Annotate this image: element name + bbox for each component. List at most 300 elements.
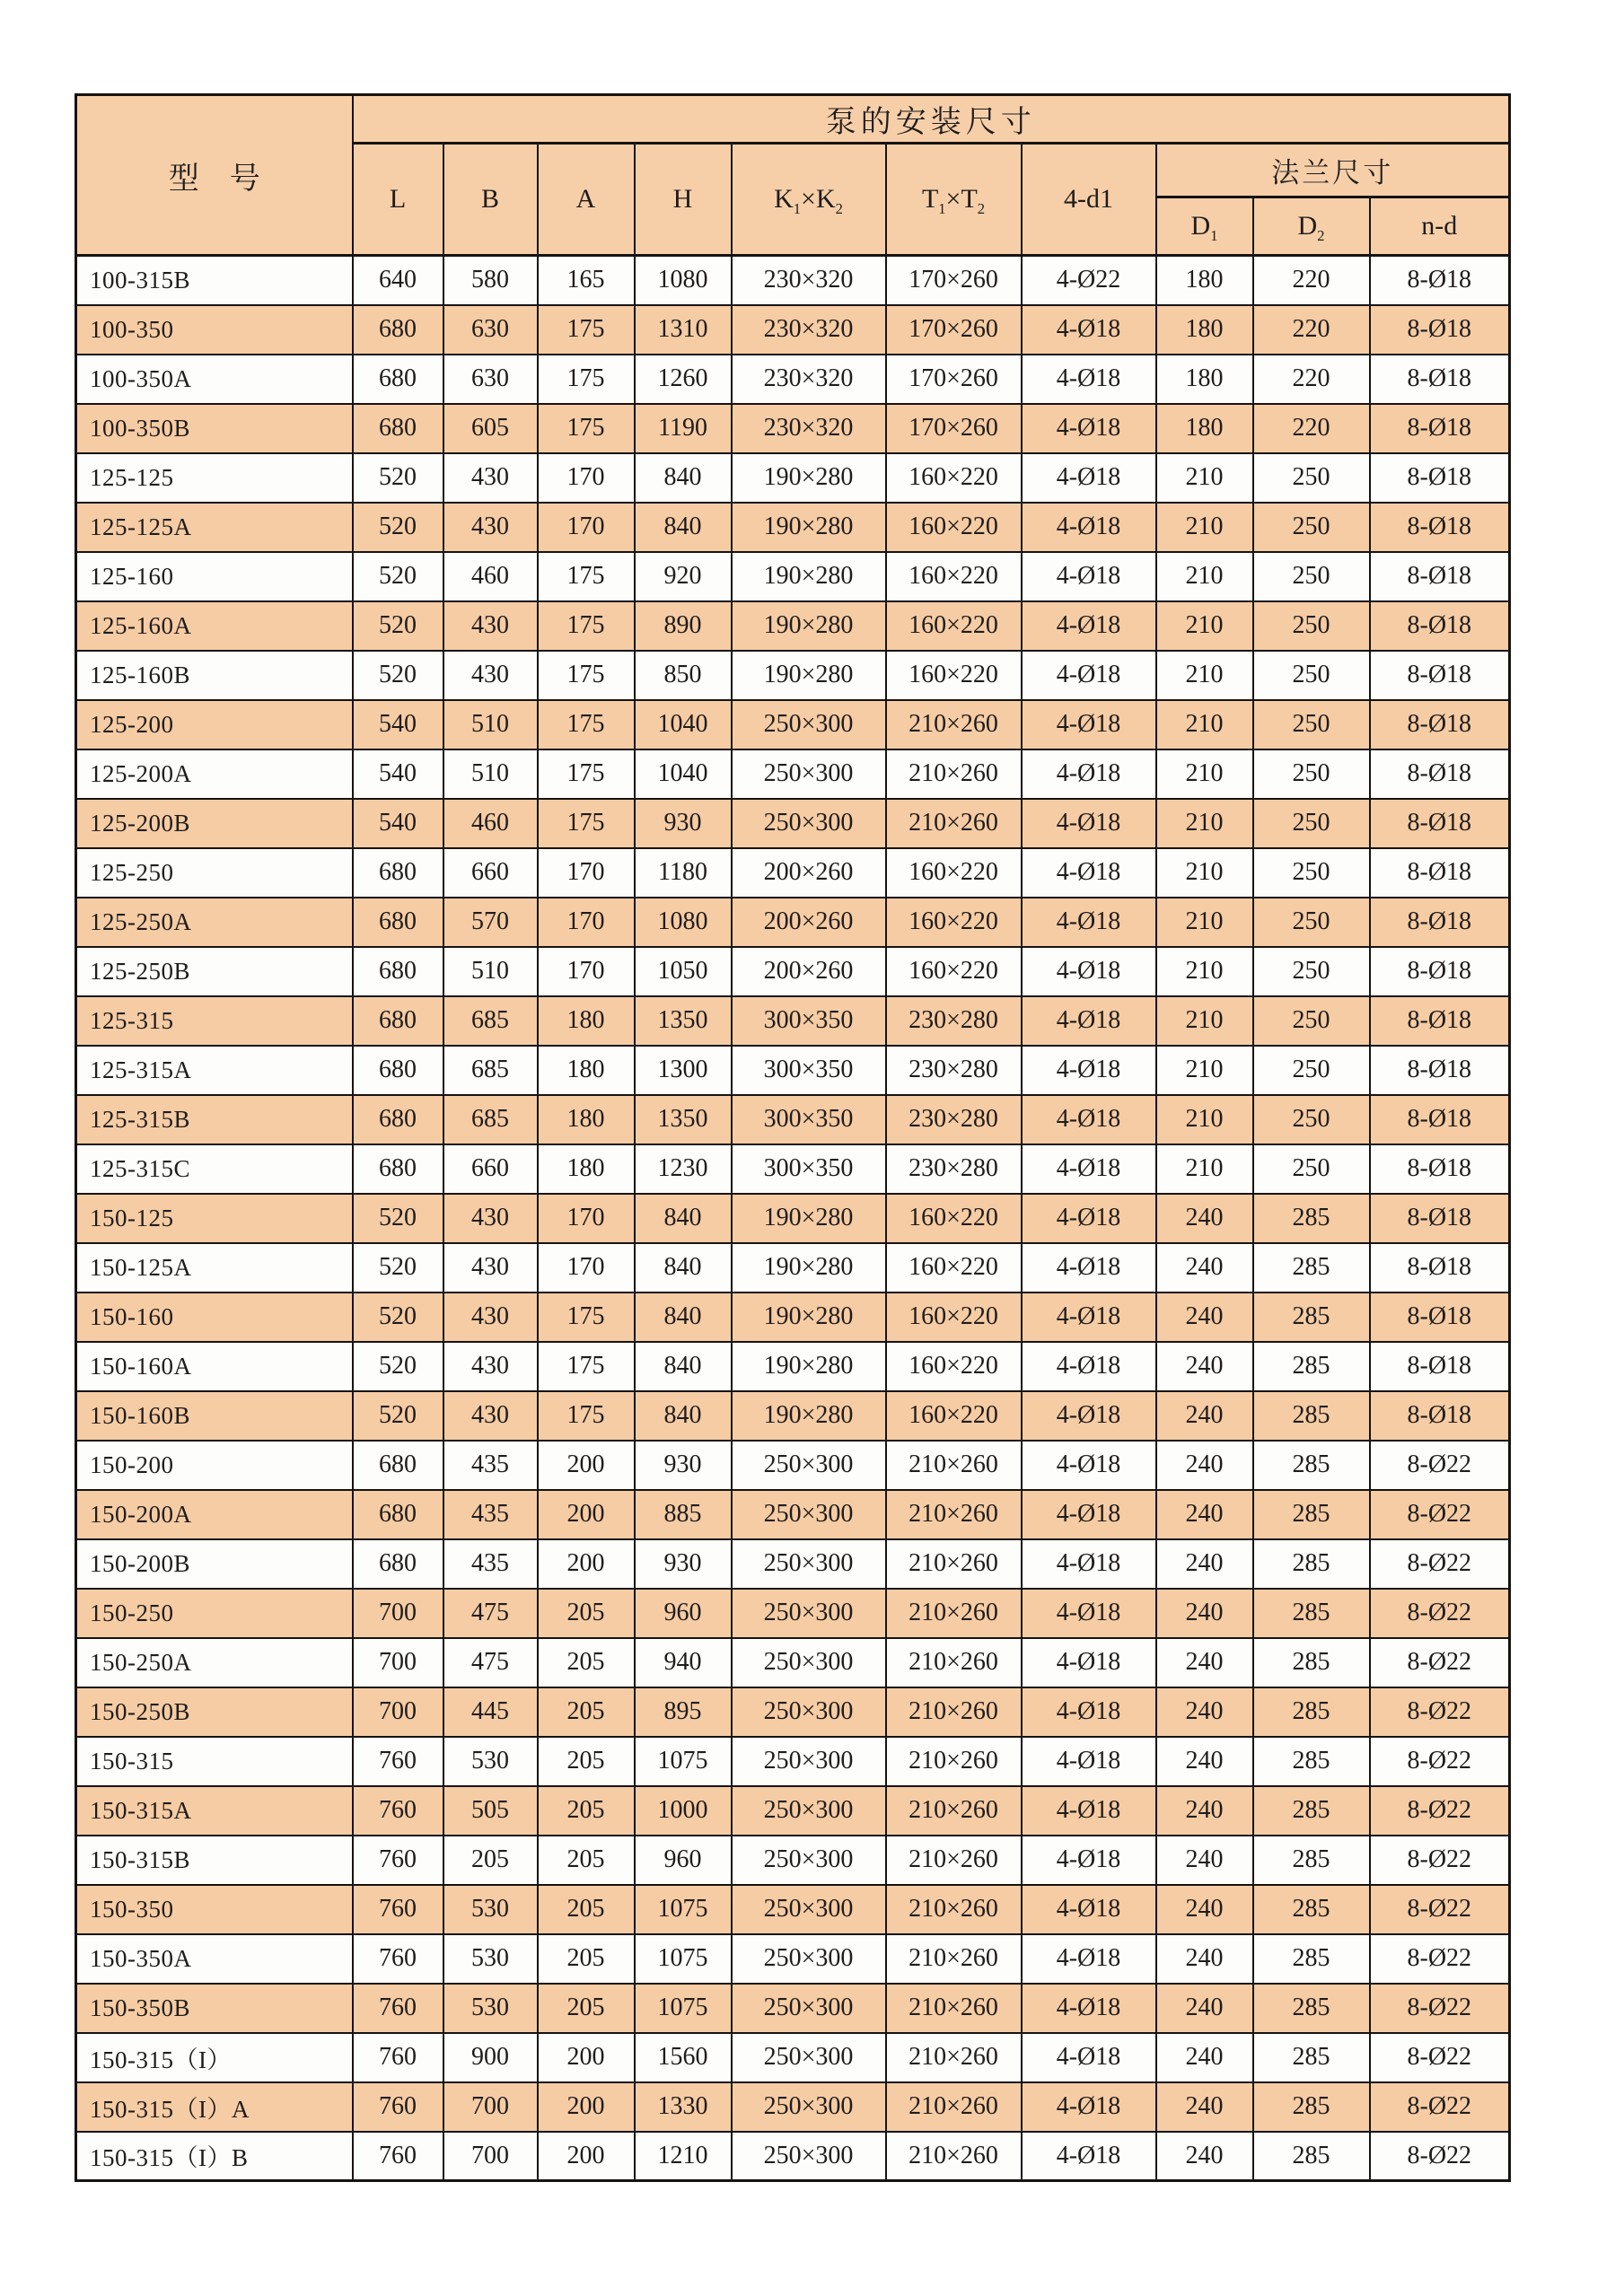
cell-b: 700 xyxy=(443,2082,538,2132)
cell-h: 1040 xyxy=(635,749,732,799)
table-row xyxy=(76,1737,1510,1786)
cell-model: 150-315 xyxy=(76,1737,353,1786)
cell-k: 230×320 xyxy=(732,256,886,305)
cell-a: 205 xyxy=(538,1836,635,1885)
cell-l: 760 xyxy=(353,1737,443,1786)
cell-d2: 285 xyxy=(1253,1391,1370,1441)
cell-t: 170×260 xyxy=(886,305,1022,355)
cell-l: 680 xyxy=(353,996,443,1046)
cell-l: 680 xyxy=(353,355,443,404)
cell-a: 165 xyxy=(538,256,635,305)
cell-h: 840 xyxy=(635,1293,732,1342)
cell-l: 680 xyxy=(353,1490,443,1539)
cell-t: 210×260 xyxy=(886,1490,1022,1539)
cell-nd: 8-Ø18 xyxy=(1370,1144,1510,1194)
table-row xyxy=(76,2033,1510,2082)
table-row xyxy=(76,2132,1510,2181)
cell-h: 1260 xyxy=(635,355,732,404)
cell-d4: 4-Ø18 xyxy=(1022,1934,1156,1984)
cell-l: 760 xyxy=(353,1885,443,1934)
cell-h: 960 xyxy=(635,1836,732,1885)
cell-model: 150-250B xyxy=(76,1687,353,1737)
cell-k: 300×350 xyxy=(732,1095,886,1144)
cell-model: 125-160B xyxy=(76,651,353,700)
table-row xyxy=(76,256,1510,305)
cell-d1: 240 xyxy=(1156,1589,1253,1638)
cell-b: 685 xyxy=(443,996,538,1046)
cell-d4: 4-Ø18 xyxy=(1022,799,1156,848)
cell-a: 205 xyxy=(538,1638,635,1687)
cell-b: 445 xyxy=(443,1687,538,1737)
cell-d1: 240 xyxy=(1156,1243,1253,1293)
cell-k: 250×300 xyxy=(732,1737,886,1786)
cell-h: 850 xyxy=(635,651,732,700)
cell-h: 885 xyxy=(635,1490,732,1539)
cell-b: 430 xyxy=(443,453,538,503)
cell-nd: 8-Ø18 xyxy=(1370,256,1510,305)
cell-h: 840 xyxy=(635,1243,732,1293)
cell-a: 205 xyxy=(538,1786,635,1836)
table-row xyxy=(76,1144,1510,1194)
cell-b: 630 xyxy=(443,355,538,404)
cell-d1: 210 xyxy=(1156,651,1253,700)
cell-model: 150-250A xyxy=(76,1638,353,1687)
cell-b: 430 xyxy=(443,651,538,700)
d2-label: D xyxy=(1297,211,1318,241)
cell-h: 1080 xyxy=(635,256,732,305)
cell-b: 530 xyxy=(443,1934,538,1984)
cell-b: 660 xyxy=(443,1144,538,1194)
cell-d2: 285 xyxy=(1253,1194,1370,1243)
cell-b: 580 xyxy=(443,256,538,305)
cell-d1: 240 xyxy=(1156,1539,1253,1589)
cell-t: 160×220 xyxy=(886,552,1022,601)
cell-d2: 285 xyxy=(1253,1984,1370,2033)
cell-b: 435 xyxy=(443,1539,538,1589)
cell-t: 210×260 xyxy=(886,2033,1022,2082)
cell-a: 180 xyxy=(538,996,635,1046)
cell-d2: 285 xyxy=(1253,1687,1370,1737)
cell-d4: 4-Ø18 xyxy=(1022,947,1156,996)
cell-a: 175 xyxy=(538,749,635,799)
cell-model: 150-160B xyxy=(76,1391,353,1441)
cell-l: 760 xyxy=(353,1786,443,1836)
cell-d2: 250 xyxy=(1253,651,1370,700)
cell-a: 200 xyxy=(538,1490,635,1539)
column-header-B: B xyxy=(443,144,538,256)
cell-d1: 180 xyxy=(1156,256,1253,305)
cell-d4: 4-Ø18 xyxy=(1022,1687,1156,1737)
column-header-D2 xyxy=(1253,197,1370,256)
cell-h: 1075 xyxy=(635,1984,732,2033)
cell-d4: 4-Ø18 xyxy=(1022,749,1156,799)
cell-d4: 4-Ø18 xyxy=(1022,1638,1156,1687)
cell-l: 680 xyxy=(353,1144,443,1194)
cell-d2: 250 xyxy=(1253,1046,1370,1095)
cell-d4: 4-Ø18 xyxy=(1022,1836,1156,1885)
cell-t: 230×280 xyxy=(886,1095,1022,1144)
cell-h: 840 xyxy=(635,503,732,552)
cell-l: 760 xyxy=(353,2082,443,2132)
cell-model: 125-200B xyxy=(76,799,353,848)
table-row xyxy=(76,1391,1510,1441)
cell-l: 520 xyxy=(353,453,443,503)
column-header-H: H xyxy=(635,144,732,256)
cell-t: 160×220 xyxy=(886,898,1022,947)
cell-model: 150-315B xyxy=(76,1836,353,1885)
cell-t: 160×220 xyxy=(886,1293,1022,1342)
cell-t: 170×260 xyxy=(886,355,1022,404)
cell-d2: 285 xyxy=(1253,1885,1370,1934)
cell-nd: 8-Ø22 xyxy=(1370,1539,1510,1589)
cell-a: 205 xyxy=(538,1984,635,2033)
cell-a: 180 xyxy=(538,1095,635,1144)
cell-d2: 285 xyxy=(1253,2082,1370,2132)
table-row xyxy=(76,848,1510,898)
cell-model: 150-350A xyxy=(76,1934,353,1984)
cell-b: 430 xyxy=(443,503,538,552)
cell-d1: 240 xyxy=(1156,1194,1253,1243)
cell-a: 205 xyxy=(538,1934,635,1984)
cell-d4: 4-Ø18 xyxy=(1022,1737,1156,1786)
cell-d4: 4-Ø18 xyxy=(1022,651,1156,700)
cell-h: 960 xyxy=(635,1589,732,1638)
cell-nd: 8-Ø22 xyxy=(1370,2082,1510,2132)
cell-nd: 8-Ø18 xyxy=(1370,1293,1510,1342)
cell-model: 150-160A xyxy=(76,1342,353,1391)
cell-a: 205 xyxy=(538,1737,635,1786)
cell-d4: 4-Ø18 xyxy=(1022,1144,1156,1194)
cell-a: 175 xyxy=(538,1391,635,1441)
cell-d2: 250 xyxy=(1253,453,1370,503)
cell-t: 210×260 xyxy=(886,1589,1022,1638)
cell-a: 200 xyxy=(538,2082,635,2132)
times-symbol: × xyxy=(801,184,816,214)
cell-h: 1040 xyxy=(635,700,732,749)
cell-h: 1000 xyxy=(635,1786,732,1836)
table-row xyxy=(76,2082,1510,2132)
cell-model: 150-200B xyxy=(76,1539,353,1589)
cell-k: 250×300 xyxy=(732,2082,886,2132)
cell-d2: 285 xyxy=(1253,1342,1370,1391)
cell-model: 150-315（I）A xyxy=(76,2082,353,2132)
cell-l: 520 xyxy=(353,1391,443,1441)
cell-k: 200×260 xyxy=(732,898,886,947)
cell-d2: 250 xyxy=(1253,1095,1370,1144)
cell-d4: 4-Ø18 xyxy=(1022,1391,1156,1441)
cell-d1: 210 xyxy=(1156,601,1253,651)
cell-b: 460 xyxy=(443,552,538,601)
cell-k: 250×300 xyxy=(732,799,886,848)
cell-d1: 180 xyxy=(1156,355,1253,404)
table-row xyxy=(76,1786,1510,1836)
cell-d2: 250 xyxy=(1253,848,1370,898)
cell-d2: 250 xyxy=(1253,799,1370,848)
cell-d4: 4-Ø18 xyxy=(1022,1539,1156,1589)
table-row xyxy=(76,996,1510,1046)
cell-a: 205 xyxy=(538,1687,635,1737)
cell-b: 430 xyxy=(443,1243,538,1293)
t2-subscript: 2 xyxy=(977,200,986,217)
cell-a: 170 xyxy=(538,503,635,552)
cell-b: 475 xyxy=(443,1589,538,1638)
cell-k: 230×320 xyxy=(732,305,886,355)
cell-l: 520 xyxy=(353,651,443,700)
cell-model: 125-250A xyxy=(76,898,353,947)
cell-d2: 250 xyxy=(1253,601,1370,651)
cell-d1: 210 xyxy=(1156,1046,1253,1095)
cell-nd: 8-Ø22 xyxy=(1370,1836,1510,1885)
cell-t: 230×280 xyxy=(886,1144,1022,1194)
cell-k: 250×300 xyxy=(732,1786,886,1836)
table-row xyxy=(76,1934,1510,1984)
cell-a: 170 xyxy=(538,1194,635,1243)
cell-model: 150-350 xyxy=(76,1885,353,1934)
cell-k: 250×300 xyxy=(732,1490,886,1539)
cell-a: 175 xyxy=(538,1293,635,1342)
cell-b: 505 xyxy=(443,1786,538,1836)
table-row xyxy=(76,503,1510,552)
cell-d4: 4-Ø18 xyxy=(1022,1293,1156,1342)
cell-h: 840 xyxy=(635,1391,732,1441)
cell-l: 680 xyxy=(353,1046,443,1095)
cell-d2: 285 xyxy=(1253,2132,1370,2181)
cell-t: 230×280 xyxy=(886,996,1022,1046)
cell-b: 475 xyxy=(443,1638,538,1687)
cell-d4: 4-Ø18 xyxy=(1022,1243,1156,1293)
table-row xyxy=(76,1194,1510,1243)
cell-nd: 8-Ø18 xyxy=(1370,1095,1510,1144)
cell-d2: 285 xyxy=(1253,1539,1370,1589)
k2-label: K xyxy=(815,184,836,214)
cell-model: 100-350B xyxy=(76,404,353,453)
table-row xyxy=(76,1885,1510,1934)
cell-d4: 4-Ø18 xyxy=(1022,1984,1156,2033)
cell-h: 1075 xyxy=(635,1934,732,1984)
cell-d4: 4-Ø18 xyxy=(1022,552,1156,601)
cell-b: 435 xyxy=(443,1441,538,1490)
cell-model: 125-160 xyxy=(76,552,353,601)
cell-l: 520 xyxy=(353,1243,443,1293)
cell-d2: 250 xyxy=(1253,947,1370,996)
cell-l: 520 xyxy=(353,1342,443,1391)
cell-d1: 210 xyxy=(1156,749,1253,799)
cell-k: 190×280 xyxy=(732,503,886,552)
cell-t: 160×220 xyxy=(886,1391,1022,1441)
cell-model: 150-200A xyxy=(76,1490,353,1539)
cell-d2: 250 xyxy=(1253,1144,1370,1194)
cell-b: 510 xyxy=(443,947,538,996)
cell-nd: 8-Ø18 xyxy=(1370,1391,1510,1441)
cell-model: 125-250B xyxy=(76,947,353,996)
table-row xyxy=(76,1490,1510,1539)
cell-model: 100-315B xyxy=(76,256,353,305)
cell-b: 205 xyxy=(443,1836,538,1885)
table-row xyxy=(76,1046,1510,1095)
cell-h: 1210 xyxy=(635,2132,732,2181)
cell-d2: 250 xyxy=(1253,898,1370,947)
cell-l: 700 xyxy=(353,1589,443,1638)
cell-t: 210×260 xyxy=(886,1638,1022,1687)
cell-d4: 4-Ø18 xyxy=(1022,1441,1156,1490)
cell-nd: 8-Ø22 xyxy=(1370,1441,1510,1490)
cell-l: 760 xyxy=(353,2033,443,2082)
cell-d1: 210 xyxy=(1156,947,1253,996)
installation-dimensions-group-header: 泵的安装尺寸 xyxy=(353,95,1510,144)
cell-t: 210×260 xyxy=(886,1934,1022,1984)
cell-d4: 4-Ø18 xyxy=(1022,2132,1156,2181)
cell-a: 175 xyxy=(538,305,635,355)
cell-b: 430 xyxy=(443,1293,538,1342)
table-row xyxy=(76,898,1510,947)
cell-t: 210×260 xyxy=(886,1885,1022,1934)
header-row-group xyxy=(76,95,1510,144)
cell-b: 700 xyxy=(443,2132,538,2181)
cell-a: 175 xyxy=(538,601,635,651)
cell-d1: 240 xyxy=(1156,1687,1253,1737)
cell-d1: 210 xyxy=(1156,898,1253,947)
cell-h: 1075 xyxy=(635,1885,732,1934)
cell-d1: 210 xyxy=(1156,503,1253,552)
cell-d1: 240 xyxy=(1156,1293,1253,1342)
cell-h: 1080 xyxy=(635,898,732,947)
cell-nd: 8-Ø22 xyxy=(1370,1885,1510,1934)
cell-b: 605 xyxy=(443,404,538,453)
table-row xyxy=(76,453,1510,503)
cell-k: 190×280 xyxy=(732,552,886,601)
cell-l: 680 xyxy=(353,1095,443,1144)
cell-d4: 4-Ø18 xyxy=(1022,453,1156,503)
cell-d1: 180 xyxy=(1156,404,1253,453)
cell-model: 150-200 xyxy=(76,1441,353,1490)
cell-d2: 250 xyxy=(1253,503,1370,552)
cell-d1: 240 xyxy=(1156,1638,1253,1687)
cell-nd: 8-Ø22 xyxy=(1370,2033,1510,2082)
table-row xyxy=(76,1984,1510,2033)
cell-k: 300×350 xyxy=(732,1144,886,1194)
cell-b: 510 xyxy=(443,700,538,749)
cell-t: 210×260 xyxy=(886,749,1022,799)
cell-t: 210×260 xyxy=(886,1539,1022,1589)
cell-d4: 4-Ø22 xyxy=(1022,256,1156,305)
cell-h: 1190 xyxy=(635,404,732,453)
cell-d1: 240 xyxy=(1156,1885,1253,1934)
cell-d1: 210 xyxy=(1156,1144,1253,1194)
cell-k: 250×300 xyxy=(732,700,886,749)
cell-nd: 8-Ø22 xyxy=(1370,1786,1510,1836)
cell-d4: 4-Ø18 xyxy=(1022,1490,1156,1539)
cell-l: 540 xyxy=(353,799,443,848)
cell-k: 190×280 xyxy=(732,453,886,503)
cell-d1: 240 xyxy=(1156,1737,1253,1786)
t1-label: T xyxy=(921,184,939,214)
cell-d4: 4-Ø18 xyxy=(1022,1885,1156,1934)
cell-model: 150-250 xyxy=(76,1589,353,1638)
cell-d4: 4-Ø18 xyxy=(1022,355,1156,404)
cell-a: 180 xyxy=(538,1144,635,1194)
cell-nd: 8-Ø18 xyxy=(1370,1046,1510,1095)
cell-k: 200×260 xyxy=(732,947,886,996)
cell-k: 190×280 xyxy=(732,1342,886,1391)
cell-nd: 8-Ø18 xyxy=(1370,898,1510,947)
table-body xyxy=(76,256,1510,2181)
cell-l: 520 xyxy=(353,503,443,552)
cell-t: 160×220 xyxy=(886,1194,1022,1243)
cell-model: 125-160A xyxy=(76,601,353,651)
cell-nd: 8-Ø18 xyxy=(1370,601,1510,651)
cell-model: 125-315 xyxy=(76,996,353,1046)
cell-k: 250×300 xyxy=(732,1885,886,1934)
cell-d2: 285 xyxy=(1253,1737,1370,1786)
d1-subscript: 1 xyxy=(1210,227,1218,244)
cell-a: 175 xyxy=(538,799,635,848)
cell-h: 930 xyxy=(635,799,732,848)
cell-k: 300×350 xyxy=(732,996,886,1046)
cell-a: 170 xyxy=(538,898,635,947)
cell-h: 1350 xyxy=(635,1095,732,1144)
table-row xyxy=(76,601,1510,651)
cell-nd: 8-Ø18 xyxy=(1370,453,1510,503)
cell-model: 150-125 xyxy=(76,1194,353,1243)
column-header-K1xK2 xyxy=(732,144,886,256)
cell-d1: 210 xyxy=(1156,848,1253,898)
cell-d2: 250 xyxy=(1253,996,1370,1046)
cell-model: 150-315（I） xyxy=(76,2033,353,2082)
column-header-4d1: 4-d1 xyxy=(1022,144,1156,256)
cell-d1: 210 xyxy=(1156,453,1253,503)
cell-d4: 4-Ø18 xyxy=(1022,1095,1156,1144)
cell-b: 660 xyxy=(443,848,538,898)
cell-l: 520 xyxy=(353,601,443,651)
cell-model: 125-315B xyxy=(76,1095,353,1144)
cell-l: 760 xyxy=(353,2132,443,2181)
cell-d2: 250 xyxy=(1253,700,1370,749)
cell-d1: 240 xyxy=(1156,2082,1253,2132)
cell-h: 930 xyxy=(635,1539,732,1589)
model-column-header: 型 号 xyxy=(76,95,353,256)
cell-h: 890 xyxy=(635,601,732,651)
column-header-D1 xyxy=(1156,197,1253,256)
cell-d2: 285 xyxy=(1253,1934,1370,1984)
cell-k: 250×300 xyxy=(732,1539,886,1589)
cell-d1: 210 xyxy=(1156,1095,1253,1144)
cell-d1: 240 xyxy=(1156,2132,1253,2181)
column-header-nd: n-d xyxy=(1370,197,1510,256)
cell-a: 200 xyxy=(538,2132,635,2181)
cell-l: 680 xyxy=(353,848,443,898)
cell-l: 680 xyxy=(353,305,443,355)
cell-h: 1180 xyxy=(635,848,732,898)
cell-nd: 8-Ø18 xyxy=(1370,305,1510,355)
cell-h: 840 xyxy=(635,453,732,503)
k1-label: K xyxy=(774,184,794,214)
table-row xyxy=(76,1589,1510,1638)
cell-d4: 4-Ø18 xyxy=(1022,404,1156,453)
table-row xyxy=(76,1836,1510,1885)
cell-d1: 210 xyxy=(1156,996,1253,1046)
table-header xyxy=(76,95,1510,256)
cell-b: 900 xyxy=(443,2033,538,2082)
cell-d1: 210 xyxy=(1156,799,1253,848)
cell-nd: 8-Ø22 xyxy=(1370,1687,1510,1737)
cell-k: 250×300 xyxy=(732,749,886,799)
cell-h: 940 xyxy=(635,1638,732,1687)
cell-d1: 240 xyxy=(1156,1391,1253,1441)
cell-nd: 8-Ø18 xyxy=(1370,996,1510,1046)
cell-d1: 240 xyxy=(1156,1984,1253,2033)
k2-subscript: 2 xyxy=(835,200,843,217)
cell-t: 210×260 xyxy=(886,2132,1022,2181)
